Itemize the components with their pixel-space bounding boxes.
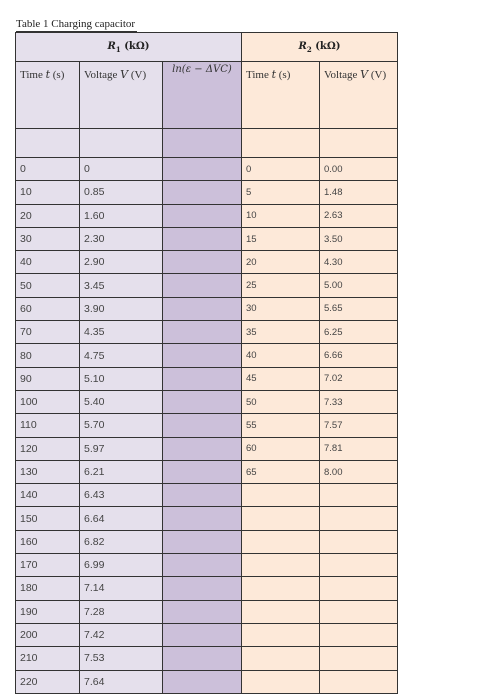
r2-time-cell: 65 <box>242 460 320 483</box>
r2-time-cell: 10 <box>242 204 320 227</box>
spacer-cell <box>80 129 163 158</box>
r1-voltage-cell: 6.64 <box>80 507 163 530</box>
r2-voltage-cell <box>320 577 398 600</box>
r2-time-cell <box>242 600 320 623</box>
ln-cell <box>163 158 242 181</box>
r2-time-cell: 30 <box>242 297 320 320</box>
table-row <box>16 274 398 297</box>
r1-time-cell: 190 <box>16 600 80 623</box>
r1-voltage-cell: 5.70 <box>80 414 163 437</box>
r2-voltage-header: Voltage V (V) <box>320 62 398 129</box>
r2-time-cell <box>242 554 320 577</box>
table-row <box>16 181 398 204</box>
r2-time-cell: 55 <box>242 414 320 437</box>
r2-voltage-cell <box>320 647 398 670</box>
r1-time-cell: 120 <box>16 437 80 460</box>
r2-voltage-cell <box>320 554 398 577</box>
ln-cell <box>163 274 242 297</box>
ln-cell <box>163 530 242 553</box>
ln-cell <box>163 321 242 344</box>
r2-voltage-cell <box>320 623 398 646</box>
ln-cell <box>163 670 242 693</box>
r2-time-cell <box>242 484 320 507</box>
table-row <box>16 158 398 181</box>
r1-time-cell: 30 <box>16 227 80 250</box>
r2-voltage-cell: 0.00 <box>320 158 398 181</box>
group-header-row <box>16 33 398 62</box>
ln-cell <box>163 204 242 227</box>
r1-time-cell: 80 <box>16 344 80 367</box>
r1-voltage-cell: 6.43 <box>80 484 163 507</box>
r1-time-header: Time t (s) <box>16 62 80 129</box>
ln-cell <box>163 623 242 646</box>
r2-voltage-cell: 8.00 <box>320 460 398 483</box>
r2-time-cell: 0 <box>242 158 320 181</box>
ln-cell <box>163 577 242 600</box>
r2-time-cell: 5 <box>242 181 320 204</box>
r1-voltage-cell: 3.45 <box>80 274 163 297</box>
r2-time-cell: 15 <box>242 227 320 250</box>
r2-group-header: $R_2$ (kΩ) <box>242 33 398 62</box>
r2-time-cell <box>242 530 320 553</box>
table-row <box>16 554 398 577</box>
r1-voltage-cell: 6.99 <box>80 554 163 577</box>
r2-voltage-cell <box>320 670 398 693</box>
r2-time-cell <box>242 623 320 646</box>
r1-time-cell: 160 <box>16 530 80 553</box>
r2-voltage-cell <box>320 484 398 507</box>
r1-time-cell: 20 <box>16 204 80 227</box>
r1-voltage-cell: 2.30 <box>80 227 163 250</box>
r1-time-cell: 210 <box>16 647 80 670</box>
r1-group-header: $R_1$ (kΩ) <box>16 33 242 62</box>
r2-time-cell: 60 <box>242 437 320 460</box>
r1-time-cell: 40 <box>16 251 80 274</box>
r2-voltage-cell: 7.57 <box>320 414 398 437</box>
r2-voltage-cell: 2.63 <box>320 204 398 227</box>
table-row <box>16 600 398 623</box>
table-row <box>16 623 398 646</box>
r1-voltage-cell: 7.14 <box>80 577 163 600</box>
table-caption: Table 1 Charging capacitor <box>16 18 136 30</box>
table-row <box>16 344 398 367</box>
r1-voltage-cell: 3.90 <box>80 297 163 320</box>
r1-voltage-cell: 5.40 <box>80 390 163 413</box>
ln-cell <box>163 647 242 670</box>
ln-cell <box>163 460 242 483</box>
ln-cell <box>163 507 242 530</box>
r2-time-cell: 40 <box>242 344 320 367</box>
table-row <box>16 530 398 553</box>
ln-cell <box>163 414 242 437</box>
r2-voltage-cell: 6.25 <box>320 321 398 344</box>
r1-voltage-cell: 4.35 <box>80 321 163 344</box>
r1-voltage-cell: 7.42 <box>80 623 163 646</box>
r1-voltage-cell: 7.28 <box>80 600 163 623</box>
table-row <box>16 297 398 320</box>
r2-voltage-cell <box>320 530 398 553</box>
r1-time-cell: 140 <box>16 484 80 507</box>
r2-time-cell: 25 <box>242 274 320 297</box>
r1-time-cell: 10 <box>16 181 80 204</box>
charging-capacitor-table <box>15 32 398 694</box>
table-row <box>16 507 398 530</box>
r2-time-cell: 20 <box>242 251 320 274</box>
r2-voltage-cell: 7.81 <box>320 437 398 460</box>
spacer-cell <box>16 129 80 158</box>
r1-time-cell: 0 <box>16 158 80 181</box>
r1-time-cell: 70 <box>16 321 80 344</box>
ln-cell <box>163 227 242 250</box>
r1-time-cell: 170 <box>16 554 80 577</box>
r1-time-cell: 110 <box>16 414 80 437</box>
r1-time-cell: 90 <box>16 367 80 390</box>
r1-voltage-cell: 5.97 <box>80 437 163 460</box>
r2-voltage-cell: 1.48 <box>320 181 398 204</box>
spacer-cell <box>163 129 242 158</box>
r2-voltage-cell: 7.02 <box>320 367 398 390</box>
ln-header: ln(ε − ΔVC) <box>163 62 242 129</box>
r1-time-cell: 100 <box>16 390 80 413</box>
r1-voltage-cell: 7.64 <box>80 670 163 693</box>
r1-voltage-cell: 0 <box>80 158 163 181</box>
spacer-cell <box>320 129 398 158</box>
r2-voltage-cell: 6.66 <box>320 344 398 367</box>
r1-time-cell: 180 <box>16 577 80 600</box>
r2-time-cell <box>242 507 320 530</box>
ln-cell <box>163 181 242 204</box>
r2-voltage-cell: 5.65 <box>320 297 398 320</box>
table-row <box>16 321 398 344</box>
r1-time-cell: 50 <box>16 274 80 297</box>
table-row <box>16 414 398 437</box>
r2-time-cell <box>242 577 320 600</box>
r2-voltage-cell <box>320 600 398 623</box>
r1-voltage-cell: 5.10 <box>80 367 163 390</box>
ln-cell <box>163 344 242 367</box>
r2-voltage-cell: 3.50 <box>320 227 398 250</box>
spacer-cell <box>242 129 320 158</box>
table-row <box>16 367 398 390</box>
header-spacer-row <box>16 129 398 158</box>
r2-voltage-cell: 5.00 <box>320 274 398 297</box>
ln-cell <box>163 251 242 274</box>
ln-cell <box>163 367 242 390</box>
ln-cell <box>163 437 242 460</box>
r2-time-cell: 35 <box>242 321 320 344</box>
ln-cell <box>163 484 242 507</box>
r2-voltage-cell: 7.33 <box>320 390 398 413</box>
r2-voltage-cell <box>320 507 398 530</box>
r1-time-cell: 150 <box>16 507 80 530</box>
r1-voltage-cell: 1.60 <box>80 204 163 227</box>
r1-voltage-cell: 0.85 <box>80 181 163 204</box>
table-row <box>16 647 398 670</box>
ln-cell <box>163 600 242 623</box>
table-row <box>16 204 398 227</box>
r1-time-cell: 60 <box>16 297 80 320</box>
table-row <box>16 251 398 274</box>
table-row <box>16 670 398 693</box>
r2-voltage-cell: 4.30 <box>320 251 398 274</box>
ln-cell <box>163 554 242 577</box>
table-row <box>16 437 398 460</box>
r1-voltage-cell: 6.82 <box>80 530 163 553</box>
column-header-row <box>16 62 398 129</box>
r1-time-cell: 200 <box>16 623 80 646</box>
r2-time-cell: 50 <box>242 390 320 413</box>
r1-voltage-header: Voltage V (V) <box>80 62 163 129</box>
r1-time-cell: 220 <box>16 670 80 693</box>
r1-voltage-cell: 4.75 <box>80 344 163 367</box>
table-row <box>16 227 398 250</box>
r2-time-cell <box>242 647 320 670</box>
r2-time-cell <box>242 670 320 693</box>
r1-voltage-cell: 6.21 <box>80 460 163 483</box>
ln-cell <box>163 297 242 320</box>
table-row <box>16 460 398 483</box>
r1-voltage-cell: 2.90 <box>80 251 163 274</box>
r2-time-cell: 45 <box>242 367 320 390</box>
r1-time-cell: 130 <box>16 460 80 483</box>
table-row <box>16 484 398 507</box>
table-row <box>16 577 398 600</box>
ln-cell <box>163 390 242 413</box>
r1-voltage-cell: 7.53 <box>80 647 163 670</box>
table-row <box>16 390 398 413</box>
r2-time-header: Time t (s) <box>242 62 320 129</box>
